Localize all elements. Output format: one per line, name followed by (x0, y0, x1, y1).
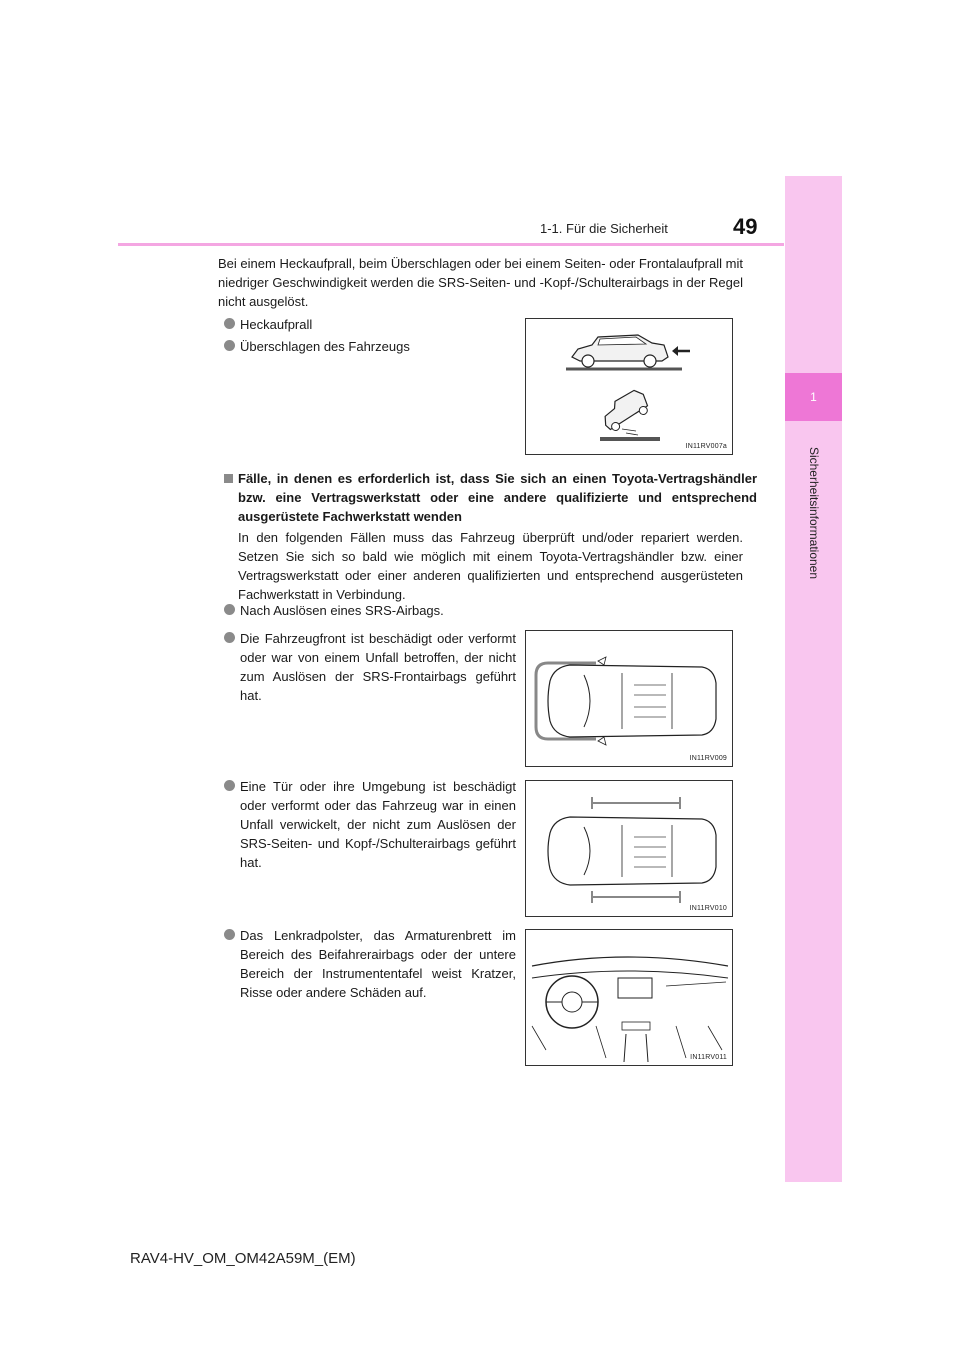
figure-code: IN11RV010 (689, 905, 727, 912)
list-item (224, 926, 516, 1002)
list-item (224, 337, 510, 356)
chapter-side-tab (785, 176, 842, 1182)
list-item (224, 601, 540, 620)
section-paragraph: In den folgenden Fällen muss das Fahrzeug überprüft und/oder repariert werden. Setzen Sie sich so bald wie möglich mit einem Toyota-Vertragshändler bzw. einer Vertragswerkstatt oder einer anderen qualifizierten und entsprechend ausgerüsteten Fachwerkstatt in Verbindung. (238, 530, 743, 602)
figure-front-damage (525, 630, 733, 767)
bullet-icon (224, 604, 235, 615)
chapter-number: 1 (810, 390, 817, 404)
bullet-icon (224, 318, 235, 329)
bullet-text: Nach Auslösen eines SRS-Airbags. (240, 603, 444, 618)
section-title: 1-1. Für die Sicherheit (540, 221, 668, 236)
list-item (224, 315, 510, 334)
bullet-icon (224, 632, 235, 643)
heading-marker-icon (224, 474, 233, 483)
bullet-text: Die Fahrzeugfront ist beschädigt oder verformt oder war von einem Unfall betroffen, der nicht zum Auslösen der SRS-Frontairbags geführt hat. (240, 631, 516, 703)
car-top-view-front (526, 631, 734, 768)
dashboard-illustration (526, 930, 734, 1067)
document-id: RAV4-HV_OM_OM42A59M_(EM) (130, 1250, 356, 1267)
header-divider (118, 243, 784, 246)
section-heading-text: Fälle, in denen es erforderlich ist, dass Sie sich an einen Toyota-Vertragshändler bzw. eine Vertragswerkstatt oder eine andere qualifizierte und entsprechend ausgerüstete Fachwerkstatt wenden (238, 471, 757, 524)
bullet-icon (224, 340, 235, 351)
page-number: 49 (733, 214, 758, 239)
car-impact-illustration (526, 319, 734, 456)
bullet-text: Heckaufprall (240, 317, 313, 332)
figure-side-damage (525, 780, 733, 917)
list-item (224, 629, 516, 705)
section-heading (224, 469, 757, 526)
figure-dashboard-damage (525, 929, 733, 1066)
list-item (224, 777, 516, 872)
intro-paragraph: Bei einem Heckaufprall, beim Überschlagen oder bei einem Seiten- oder Frontalaufprall mit niedriger Geschwindigkeit werden die SRS-Seiten- und -Kopf-/Schulterairbags in der Regel nicht ausgelöst. (218, 256, 743, 309)
bullet-icon (224, 929, 235, 940)
bullet-text: Das Lenkradpolster, das Armaturenbrett im Bereich des Beifahrerairbags oder der untere Bereich der Instrumententafel weist Kratzer, Risse oder andere Schäden auf. (240, 928, 516, 1000)
bullet-icon (224, 780, 235, 791)
figure-code: IN11RV007a (685, 443, 727, 450)
bullet-text: Überschlagen des Fahrzeugs (240, 339, 410, 354)
car-top-view-side (526, 781, 734, 918)
figure-rear-impact-rollover (525, 318, 733, 455)
figure-code: IN11RV011 (690, 1054, 727, 1061)
figure-code: IN11RV009 (689, 755, 727, 762)
chapter-label: Sicherheitsinformationen (807, 446, 821, 580)
bullet-text: Eine Tür oder ihre Umgebung ist beschädigt oder verformt oder das Fahrzeug war in einen Unfall verwickelt, der nicht zum Auslösen der SRS-Seiten- und Kopf-/Schulterairbags geführt hat. (240, 779, 516, 870)
